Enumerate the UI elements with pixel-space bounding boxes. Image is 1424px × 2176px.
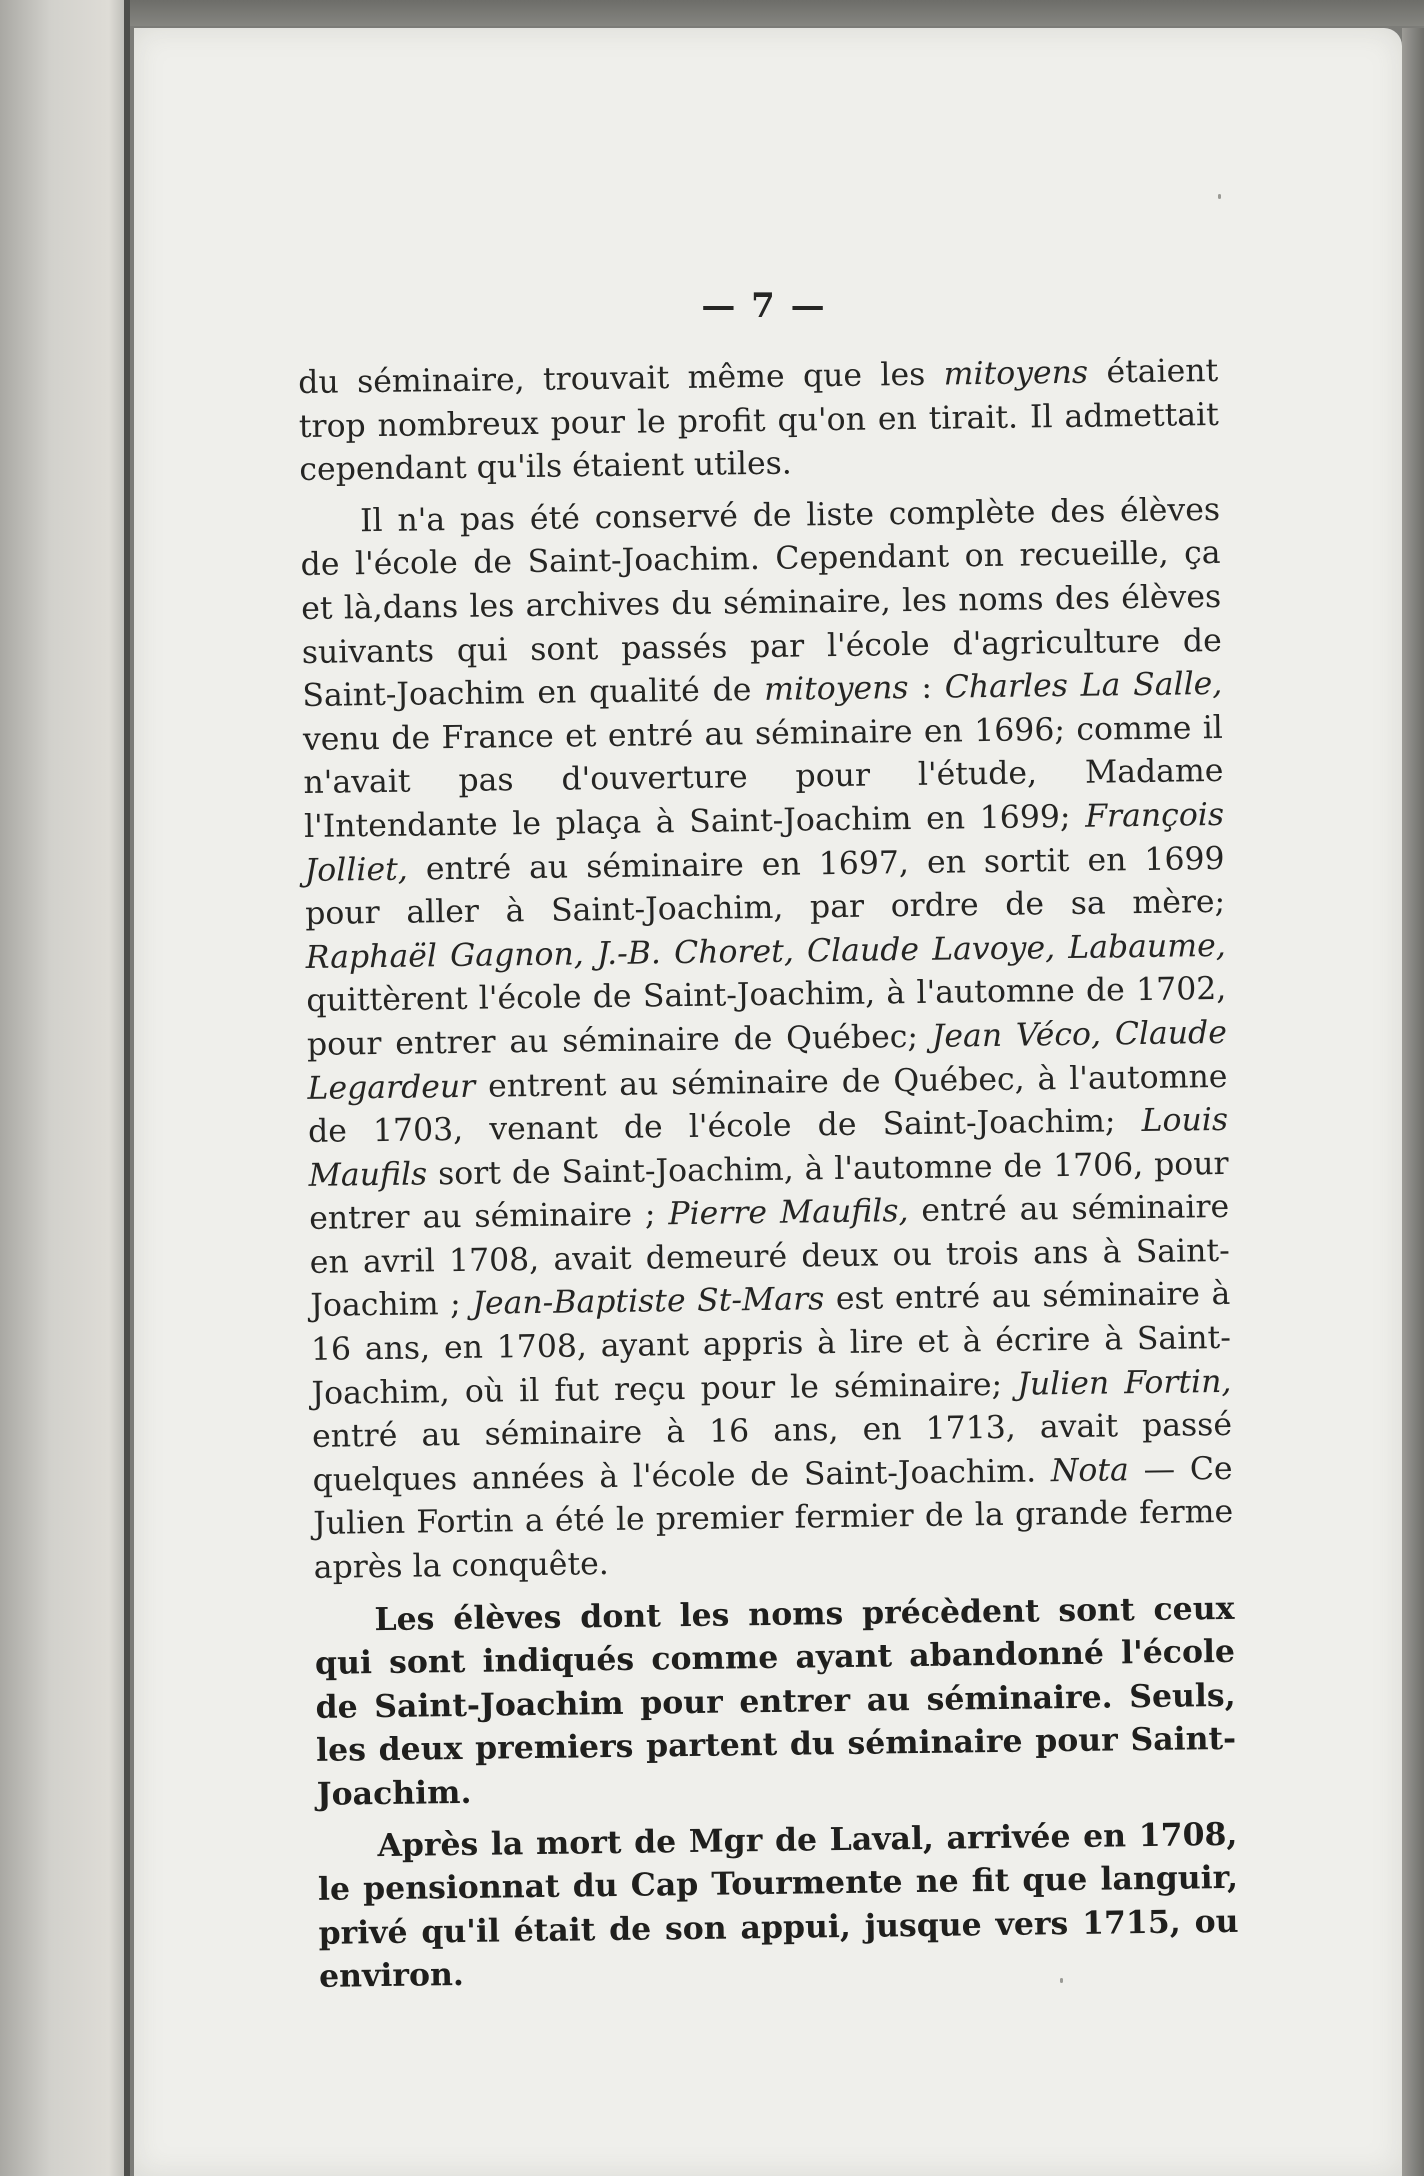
paper-speck — [1218, 194, 1221, 199]
italic-name: Louis Maufils — [308, 1101, 1229, 1194]
text-run: venu de France et entré au séminaire en 1696; comme il n'avait pas d'ouverture pour l'étude, Madame l'Intendante le plaça à Saint-Joachim en 1699; — [302, 709, 1224, 845]
text-run: Après la mort de Mgr de Laval, arrivée en 1708, le pensionnat du Cap Tourmente ne fit que languir, privé qu'il était de son appui, jusque vers 1715, ou environ. — [317, 1815, 1239, 1996]
text-run: — Ce Julien Fortin a été le premier fermier de la grande ferme après la conquête. — [312, 1450, 1234, 1586]
text-run: entré au séminaire à 16 ans, en 1713, avait passé quelques années à l'école de Saint-Joachim. — [311, 1407, 1233, 1499]
italic-name: Charles La Salle, — [944, 666, 1223, 706]
book-cover-edge — [0, 0, 128, 2176]
text-run: : — [908, 669, 946, 707]
italic-name: François Jolliet, — [304, 796, 1225, 889]
text-run: Les élèves dont les noms précèdent sont ceux qui sont indiqués comme ayant abandonné l'école de Saint-Joachim pour entrer au séminaire. Seuls, les deux premiers partent du séminaire pour Saint-Joachim. — [314, 1589, 1237, 1813]
text-run: entré au séminaire en 1697, en sortit en 1699 pour aller à Saint-Joachim, par ordre de sa mère; — [304, 840, 1226, 933]
paragraph-4 — [317, 1812, 1239, 1998]
text-run: entrent au séminaire de Québec, à l'automne de 1703, venant de l'école de Saint-Joachim; — [307, 1058, 1228, 1151]
scan-background — [0, 0, 1424, 26]
page-number: — 7 — — [701, 286, 827, 326]
body-text — [298, 350, 1239, 2007]
paragraph-2 — [300, 489, 1234, 1591]
page-edge-shadow — [1402, 28, 1424, 2176]
text-run: sort de Saint-Joachim, à l'automne de 1706, pour entrer au séminaire ; — [308, 1145, 1229, 1238]
italic-name: Jean-Baptiste St-Mars — [472, 1281, 825, 1323]
book-gutter — [124, 0, 130, 2176]
italic-name: Jean Véco, Claude Legardeur — [307, 1014, 1228, 1107]
paragraph-3 — [314, 1586, 1237, 1816]
italic-name: Pierre Maufils, — [668, 1193, 909, 1233]
italic-name: Nota — [1050, 1452, 1130, 1490]
text-run: étaient trop nombreux pour le profit qu'on en tirait. Il admettait cependant qu'ils étaient utiles. — [298, 352, 1220, 489]
text-run: Il n'a pas été conservé de liste complète des élèves de l'école de Saint-Joachim. Cependant on recueille, ça et là,dans les archives du séminaire, les noms des élèves suivants qui sont passés par l'école d'agriculture de Saint-Joachim en qualité de — [300, 491, 1222, 715]
italic-name: mitoyens — [943, 354, 1089, 393]
paragraph-1 — [298, 350, 1220, 493]
text-run: du séminaire, trouvait même que les — [298, 356, 944, 401]
text-run: quittèrent l'école de Saint-Joachim, à l'automne de 1702, pour entrer au séminaire de Québec; — [306, 971, 1227, 1063]
italic-name: Raphaël Gagnon, J.-B. Choret, Claude Lavoye, Labaume, — [305, 927, 1226, 976]
text-run: entré au séminaire en avril 1708, avait demeuré deux ou trois ans à Saint-Joachim ; — [309, 1189, 1230, 1325]
italic-name: Julien Fortin, — [1016, 1363, 1232, 1403]
text-run: est entré au séminaire à 16 ans, en 1708, ayant appris à lire et à écrire à Saint-Joachim, où il fut reçu pour le séminaire; — [310, 1276, 1232, 1412]
italic-name: mitoyens — [763, 670, 909, 709]
